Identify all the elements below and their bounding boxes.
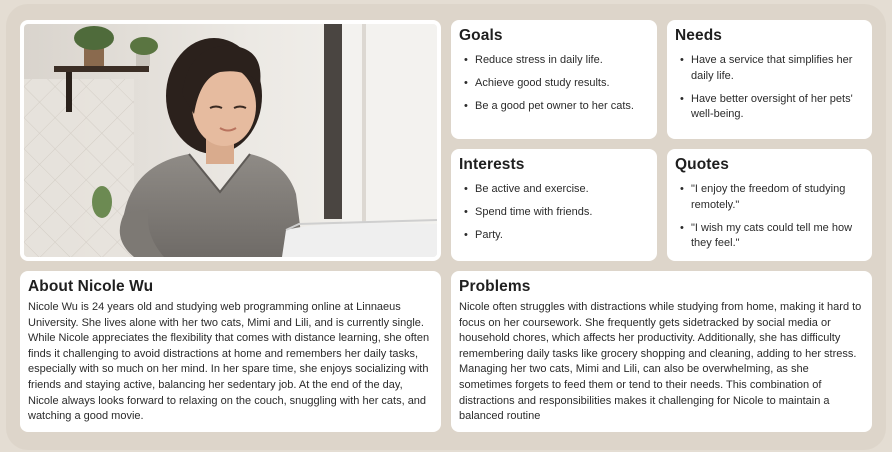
goals-card — [451, 20, 657, 139]
quotes-card — [667, 149, 872, 261]
interests-card — [451, 149, 657, 261]
needs-item: • Have a service that simplifies her daily life. — [675, 53, 864, 84]
problems-text: Nicole often struggles with distractions while studying from home, making it hard to focus on her coursework. She frequently gets sidetracked by social media or household chores, which affects her productivity. Additionally, she has difficulty remembering daily tasks like grocery shopping and cleaning, adding to her stress. Managing her two cats, Mimi and Lili, can also be overwhelming, as she sometimes forgets to feed them or tend to their needs. This combination of distractions and responsibilities makes it challenging for Nicole to maintain a balanced routine — [459, 301, 862, 423]
woman-laptop-illustration — [24, 24, 437, 257]
interests-item: • Party. — [459, 228, 649, 244]
needs-list — [675, 53, 864, 123]
problems-card — [451, 271, 872, 432]
quotes-title: Quotes — [675, 156, 729, 173]
about-title: About Nicole Wu — [28, 278, 154, 295]
persona-photo — [20, 20, 441, 261]
quotes-list — [675, 182, 864, 252]
goals-item: • Reduce stress in daily life. — [459, 53, 649, 69]
needs-title: Needs — [675, 27, 723, 44]
about-card — [20, 271, 441, 432]
goals-item: • Be a good pet owner to her cats. — [459, 99, 649, 115]
about-text: Nicole Wu is 24 years old and studying web programming online at Linnaeus University. She lives alone with her two cats, Mimi and Lili, and is currently single. While Nicole appreciates the flexibility that comes with distance learning, she often finds it challenging to avoid distractions at home and remembers her daily tasks, especially with so much on her mind. In her spare time, she enjoys socializing with friends and staying active, balancing her sedentary job. At the end of the day, Nicole always looks forward to relaxing on the couch, snuggling with her cats, and watching a good movie. — [28, 301, 430, 423]
interests-title: Interests — [459, 156, 525, 173]
needs-item: • Have better oversight of her pets' well-being. — [675, 92, 864, 123]
interests-item: • Spend time with friends. — [459, 205, 649, 221]
problems-title: Problems — [459, 278, 531, 295]
needs-card — [667, 20, 872, 139]
interests-item: • Be active and exercise. — [459, 182, 649, 198]
quotes-item: • "I wish my cats could tell me how they feel." — [675, 221, 864, 252]
interests-list — [459, 182, 649, 244]
goals-list — [459, 53, 649, 115]
goals-item: • Achieve good study results. — [459, 76, 649, 92]
quotes-item: • "I enjoy the freedom of studying remotely." — [675, 182, 864, 213]
goals-title: Goals — [459, 27, 503, 44]
